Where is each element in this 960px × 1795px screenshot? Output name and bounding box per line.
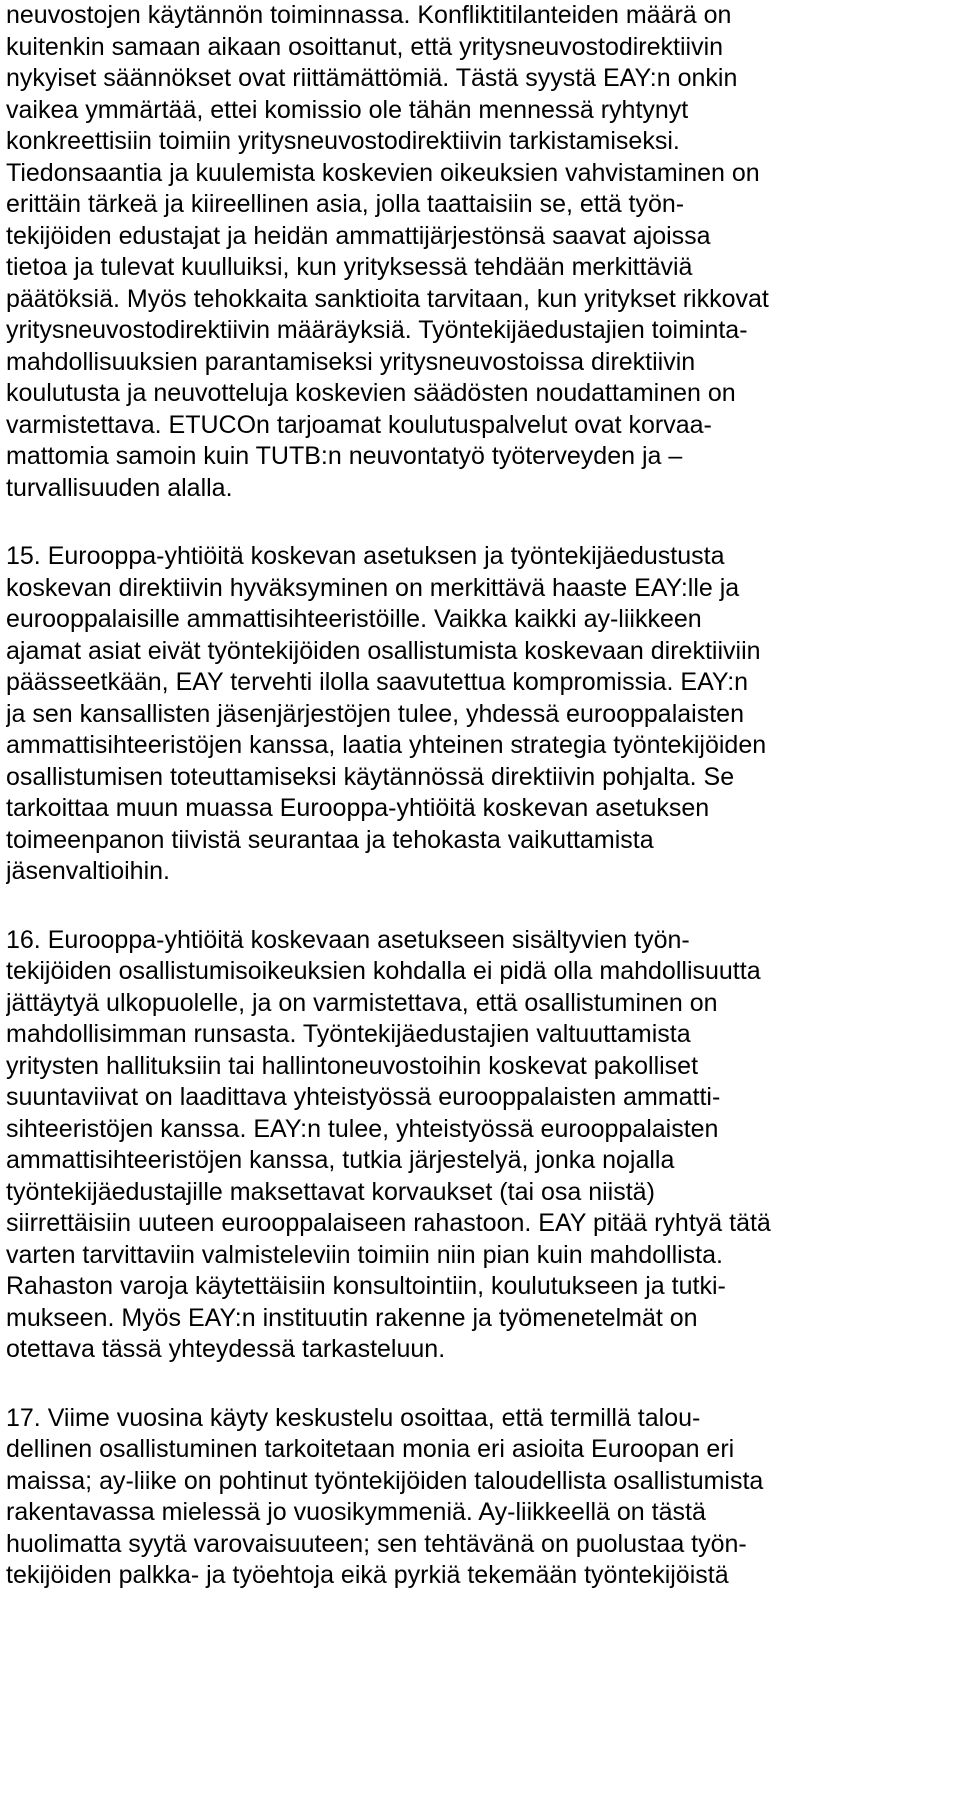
text-line: tekijöiden osallistumisoikeuksien kohdalla ei pidä olla mahdollisuutta bbox=[6, 957, 761, 985]
text-line: turvallisuuden alalla. bbox=[6, 473, 233, 502]
intro-paragraph bbox=[6, 0, 956, 504]
section-16-paragraph bbox=[6, 925, 956, 1366]
text-line: koskevan direktiivin hyväksyminen on merkittävä haaste EAY:lle ja bbox=[6, 573, 740, 602]
text-line: sihteeristöjen kanssa. EAY:n tulee, yhteistyössä eurooppalaisten bbox=[6, 1114, 719, 1143]
text-line: päässeetkään, EAY tervehti ilolla saavutettua kompromissia. EAY:n bbox=[6, 668, 749, 696]
text-line: ja sen kansallisten jäsenjärjestöjen tulee, yhdessä eurooppalaisten bbox=[6, 699, 744, 728]
text-line: 17. Viime vuosina käyty keskustelu osoittaa, että termillä talou- bbox=[6, 1403, 701, 1432]
text-line: mattomia samoin kuin TUTB:n neuvontatyö työterveyden ja – bbox=[6, 442, 683, 470]
text-line: jättäytyä ulkopuolelle, ja on varmistettava, että osallistuminen on bbox=[6, 988, 718, 1017]
text-line: vaikea ymmärtää, ettei komissio ole tähän mennessä ryhtynyt bbox=[6, 95, 689, 124]
text-line: maissa; ay-liike on pohtinut työntekijöiden taloudellista osallistumista bbox=[6, 1466, 764, 1495]
text-line: mahdollisuuksien parantamiseksi yritysneuvostoissa direktiivin bbox=[6, 347, 696, 376]
text-line: Rahaston varoja käytettäisiin konsultointiin, koulutukseen ja tutki- bbox=[6, 1272, 726, 1300]
text-line: 15. Eurooppa-yhtiöitä koskevan asetuksen ja työntekijäedustusta bbox=[6, 542, 725, 570]
section-15-paragraph bbox=[6, 541, 956, 888]
text-line: varmistettava. ETUCOn tarjoamat koulutuspalvelut ovat korvaa- bbox=[6, 410, 712, 439]
text-line: tietoa ja tulevat kuulluiksi, kun yrityksessä tehdään merkittäviä bbox=[6, 253, 693, 281]
paragraph-gap bbox=[6, 1366, 956, 1403]
text-line: siirrettäisiin uuteen eurooppalaiseen rahastoon. EAY pitää ryhtyä tätä bbox=[6, 1209, 771, 1237]
text-line: osallistumisen toteuttamiseksi käytännössä direktiivin pohjalta. Se bbox=[6, 762, 735, 791]
text-line: eurooppalaisille ammattisihteeristöille. Vaikka kaikki ay-liikkeen bbox=[6, 605, 702, 633]
text-line: ammattisihteeristöjen kanssa, tutkia järjestelyä, jonka nojalla bbox=[6, 1146, 675, 1174]
text-line: rakentavassa mielessä jo vuosikymmeniä. Ay-liikkeellä on tästä bbox=[6, 1498, 706, 1526]
text-line: ammattisihteeristöjen kanssa, laatia yhteinen strategia työntekijöiden bbox=[6, 731, 767, 759]
text-line: tarkoittaa muun muassa Eurooppa-yhtiöitä koskevan asetuksen bbox=[6, 794, 710, 822]
text-line: varten tarvittaviin valmisteleviin toimiin niin pian kuin mahdollista. bbox=[6, 1240, 723, 1269]
text-line: kuitenkin samaan aikaan osoittanut, että yritysneuvostodirektiivin bbox=[6, 32, 724, 61]
text-line: neuvostojen käytännön toiminnassa. Konfliktitilanteiden määrä on bbox=[6, 1, 732, 29]
text-line: Tiedonsaantia ja kuulemista koskevien oikeuksien vahvistaminen on bbox=[6, 158, 760, 187]
text-line: päätöksiä. Myös tehokkaita sanktioita tarvitaan, kun yritykset rikkovat bbox=[6, 284, 769, 313]
text-line: konkreettisiin toimiin yritysneuvostodirektiivin tarkistamiseksi. bbox=[6, 127, 680, 155]
text-line: tekijöiden palkka- ja työehtoja eikä pyrkiä tekemään työntekijöistä bbox=[6, 1561, 729, 1589]
paragraph-gap bbox=[6, 888, 956, 925]
text-line: yritysneuvostodirektiivin määräyksiä. Työntekijäedustajien toiminta- bbox=[6, 316, 748, 344]
text-line: ajamat asiat eivät työntekijöiden osallistumista koskevaan direktiiviin bbox=[6, 636, 761, 665]
text-line: suuntaviivat on laadittava yhteistyössä eurooppalaisten ammatti- bbox=[6, 1083, 721, 1111]
text-line: dellinen osallistuminen tarkoitetaan monia eri asioita Euroopan eri bbox=[6, 1435, 735, 1463]
paragraph-gap bbox=[6, 504, 956, 541]
text-line: huolimatta syytä varovaisuuteen; sen tehtävänä on puolustaa työn- bbox=[6, 1529, 747, 1558]
text-line: työntekijäedustajille maksettavat korvaukset (tai osa niistä) bbox=[6, 1177, 655, 1206]
document-page bbox=[6, 0, 956, 1592]
text-line: nykyiset säännökset ovat riittämättömiä. Tästä syystä EAY:n onkin bbox=[6, 64, 738, 92]
text-line: mukseen. Myös EAY:n instituutin rakenne ja työmenetelmät on bbox=[6, 1303, 698, 1332]
text-line: otettava tässä yhteydessä tarkasteluun. bbox=[6, 1335, 446, 1363]
text-line: jäsenvaltioihin. bbox=[6, 857, 170, 885]
section-17-paragraph bbox=[6, 1403, 956, 1592]
text-line: koulutusta ja neuvotteluja koskevien säädösten noudattaminen on bbox=[6, 379, 736, 407]
text-line: tekijöiden edustajat ja heidän ammattijärjestönsä saavat ajoissa bbox=[6, 221, 711, 250]
text-line: 16. Eurooppa-yhtiöitä koskevaan asetukseen sisältyvien työn- bbox=[6, 925, 690, 954]
text-line: yritysten hallituksiin tai hallintoneuvostoihin koskevat pakolliset bbox=[6, 1051, 699, 1080]
text-line: mahdollisimman runsasta. Työntekijäedustajien valtuuttamista bbox=[6, 1020, 691, 1048]
text-line: toimeenpanon tiivistä seurantaa ja tehokasta vaikuttamista bbox=[6, 825, 654, 854]
text-line: erittäin tärkeä ja kiireellinen asia, jolla taattaisiin se, että työn- bbox=[6, 190, 685, 218]
